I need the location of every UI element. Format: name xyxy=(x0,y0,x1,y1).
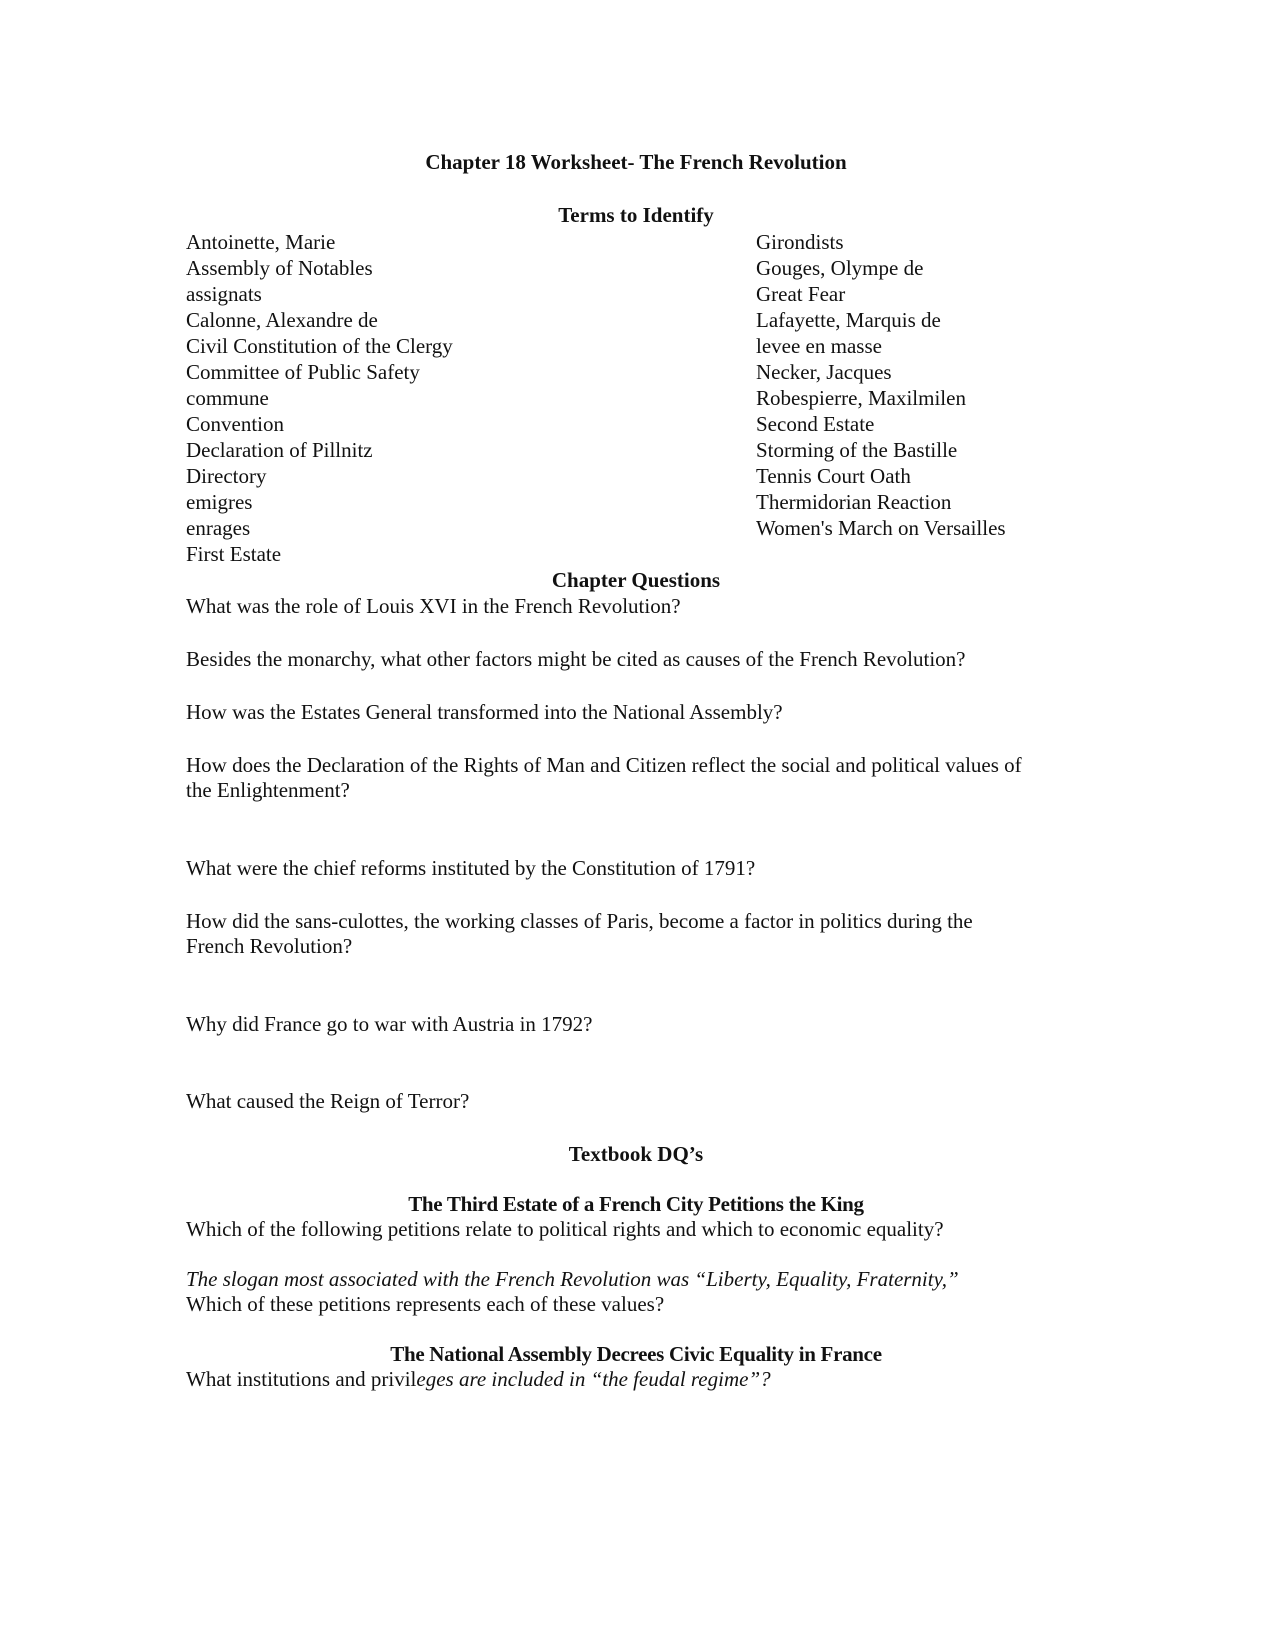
dq1-question: Which of the following petitions relate to political rights and which to economic equality? xyxy=(186,1217,944,1241)
chapter-question: How was the Estates General transformed into the National Assembly? xyxy=(186,700,783,724)
term-item: Lafayette, Marquis de xyxy=(756,308,941,332)
chapter-question: Why did France go to war with Austria in 1792? xyxy=(186,1012,593,1036)
terms-list-right xyxy=(756,229,1006,541)
dq1-question-2-rest: Which of these petitions represents each of these values? xyxy=(186,1292,665,1316)
term-item: Women's March on Versailles xyxy=(756,516,1006,540)
term-item: Committee of Public Safety xyxy=(186,360,420,384)
worksheet-title: Chapter 18 Worksheet- The French Revolution xyxy=(425,150,847,174)
term-item: Declaration of Pillnitz xyxy=(186,438,373,462)
chapter-question: What caused the Reign of Terror? xyxy=(186,1089,470,1113)
term-item: Girondists xyxy=(756,230,844,254)
terms-heading: Terms to Identify xyxy=(558,203,714,227)
term-item: Great Fear xyxy=(756,282,846,306)
slogan-text: The slogan most associated with the French Revolution was “Liberty, Equality, Fraternity,” xyxy=(186,1267,959,1291)
term-item: Civil Constitution of the Clergy xyxy=(186,334,453,358)
chapter-question: How did the sans-culottes, the working classes of Paris, become a factor in politics during the French Revolution? xyxy=(186,909,973,958)
dq1-heading: The Third Estate of a French City Petitions the King xyxy=(408,1192,864,1216)
terms-list-left xyxy=(186,229,453,567)
chapter-question: What were the chief reforms instituted by the Constitution of 1791? xyxy=(186,856,756,880)
chapter-question: Besides the monarchy, what other factors might be cited as causes of the French Revolution? xyxy=(186,647,966,671)
term-item: Tennis Court Oath xyxy=(756,464,911,488)
term-item: First Estate xyxy=(186,542,282,566)
term-item: assignats xyxy=(186,282,262,306)
dq2-heading: The National Assembly Decrees Civic Equality in France xyxy=(390,1342,882,1366)
dq2-question-plain: What institutions and privil xyxy=(186,1367,417,1391)
term-item: Gouges, Olympe de xyxy=(756,256,924,280)
term-item: Thermidorian Reaction xyxy=(756,490,952,514)
term-item: Assembly of Notables xyxy=(186,256,373,280)
term-item: Convention xyxy=(186,412,284,436)
term-item: Necker, Jacques xyxy=(756,360,892,384)
term-item: Directory xyxy=(186,464,267,488)
term-item: Robespierre, Maxilmilen xyxy=(756,386,966,410)
chapter-questions-heading: Chapter Questions xyxy=(551,568,721,592)
dq2-question-italic: eges are included in “the feudal regime”? xyxy=(416,1367,771,1391)
term-item: Second Estate xyxy=(756,412,875,436)
term-item: Calonne, Alexandre de xyxy=(186,308,378,332)
term-item: enrages xyxy=(186,516,251,540)
term-item: commune xyxy=(186,386,269,410)
term-item: emigres xyxy=(186,490,253,514)
worksheet-page xyxy=(186,0,1086,1650)
chapter-question: How does the Declaration of the Rights of Man and Citizen reflect the social and political values of the Enlightenment? xyxy=(186,753,1022,802)
term-item: levee en masse xyxy=(756,334,882,358)
term-item: Storming of the Bastille xyxy=(756,438,958,462)
term-item: Antoinette, Marie xyxy=(186,230,336,254)
dq2-question xyxy=(186,1367,1086,1392)
textbook-dq-heading: Textbook DQ’s xyxy=(568,1142,704,1166)
dq1-question-2 xyxy=(186,1267,1086,1317)
chapter-question: What was the role of Louis XVI in the French Revolution? xyxy=(186,594,681,618)
